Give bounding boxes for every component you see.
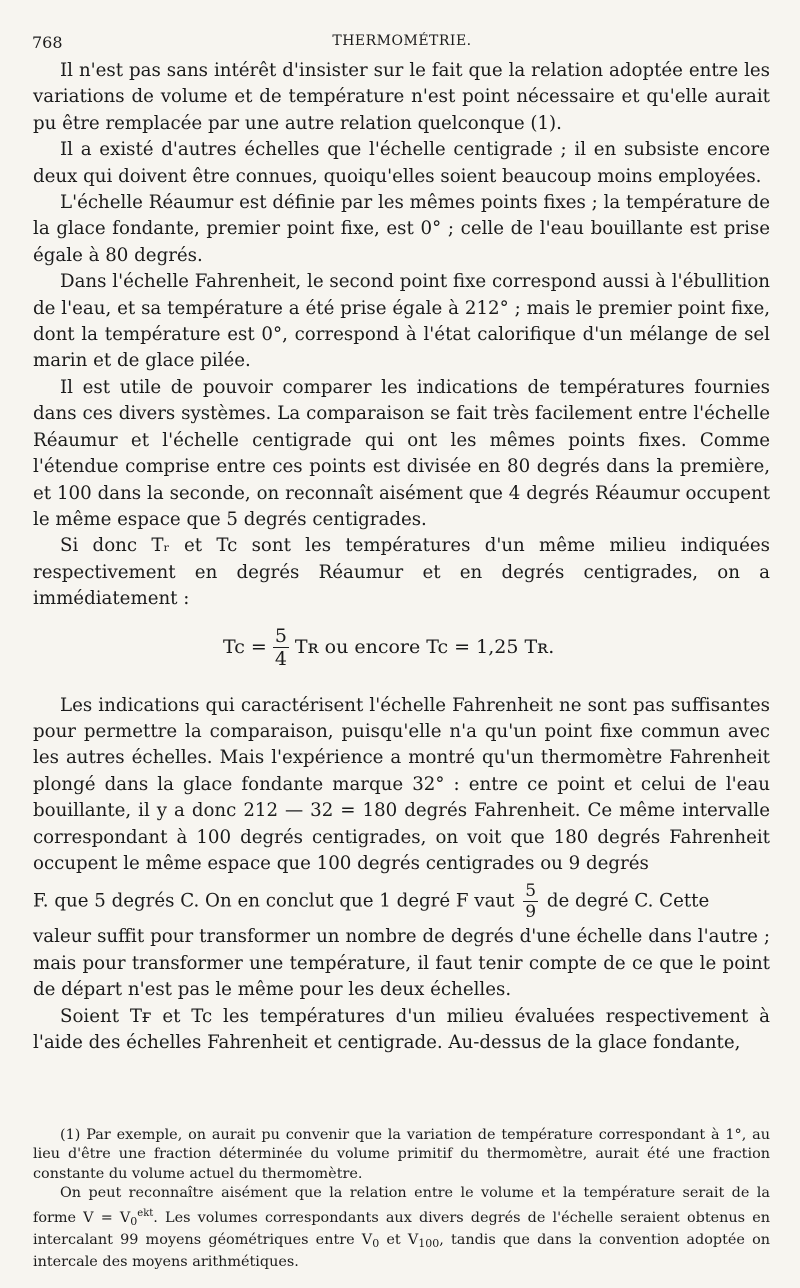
equation-lhs: Tc = [223,635,267,658]
footnote-2-sub-2: 100 [418,1236,440,1250]
footnote-2-sub-0: 0 [130,1214,138,1228]
fraction-line-before: F. que 5 degrés C. On en conclut que 1 degré F vaut [33,890,515,912]
footnote-2-part-d: , tandis que dans la convention adoptée on intercale des moyens arithmétiques. [33,1231,770,1271]
footnotes [33,1126,770,1273]
equation-rhs: Tʀ ou encore Tc = 1,25 Tʀ. [294,635,555,658]
paragraph-3: L'échelle Réaumur est définie par les mêmes points fixes ; la température de la glace fondante, premier point fixe, est 0° ; celle de l'eau bouillante est prise égale à 80 degrés. [33,192,770,266]
paragraph-6: Si donc Tᵣ et Tc sont les températures d'un même milieu indiquées respectivement en degrés Réaumur et en degrés centigrades, on a immédiatement : [33,535,770,610]
footnote-2 [33,1184,770,1272]
page-number: 768 [32,33,63,52]
equation-reaumur-centigrade [33,617,770,687]
fraction-line-after: de degré C. Cette [546,890,710,912]
paragraph-8: Soient Tғ et Tc les températures d'un milieu évaluées respectivement à l'aide des échelles Fahrenheit et centigrade. Au-dessus de la glace fondante, [33,1005,770,1053]
paragraph-2: Il a existé d'autres échelles que l'échelle centigrade ; il en subsiste encore deux qui doivent être connues, quoiqu'elles soient beaucoup moins employées. [33,139,770,187]
body-text [33,58,770,1056]
running-title: THERMOMÉTRIE. [332,33,472,49]
equation-numerator: 5 [274,624,287,647]
inline-fraction-denominator: 9 [525,902,537,923]
paragraph-7-end: valeur suffit pour transformer un nombre de degrés d'une échelle dans l'autre ; mais pour transformer une température, il faut tenir compte de ce que le point de départ n'est pas le même pour les deux échelles. [33,926,770,1001]
inline-fraction-numerator: 5 [525,881,537,902]
inline-fraction [523,881,538,922]
footnote-1: (1) Par exemple, on aurait pu convenir que la variation de température correspondant à 1°, au lieu d'être une fraction déterminée du volume primitif du thermomètre, aurait été une fraction constante du volume actuel du thermomètre. [33,1127,770,1182]
footnote-2-exponent: ekt [137,1207,154,1219]
paragraph-1: Il n'est pas sans intérêt d'insister sur le fait que la relation adoptée entre les variations de volume et de température n'est point nécessaire et qu'elle aurait pu être remplacée par une autre relation quelconque (1). [33,60,770,134]
footnote-2-part-c: et V [379,1231,419,1248]
paragraph-5: Il est utile de pouvoir comparer les indications de températures fournies dans ces divers systèmes. La comparaison se fait très facilement entre l'échelle Réaumur et l'échelle centigrade qui ont les mêmes points fixes. Comme l'étendue comprise entre ces points est divisée en 80 degrés dans la première, et 100 dans la seconde, on reconnaît aisément que 4 degrés Réaumur occupent le même espace que 5 degrés centigrades. [33,376,770,530]
equation-fraction [273,625,289,670]
paragraph-7: Les indications qui caractérisent l'échelle Fahrenheit ne sont pas suffisantes pour permettre la comparaison, puisqu'elle n'a qu'un point fixe commun avec les autres échelles. Mais l'expérience a montré qu'un thermomètre Fahrenheit plongé dans la glace fondante marque 32° : entre ce point et celui de l'eau bouillante, il y a donc 212 — 32 = 180 degrés Fahrenheit. Ce même intervalle correspondant à 100 degrés centigrades, on voit que 180 degrés Fahrenheit occupent le même espace que 100 degrés centigrades ou 9 degrés [33,694,770,874]
equation-denominator: 4 [274,647,287,670]
page-header [32,33,772,57]
fraction-line [33,881,770,922]
footnote-2-part-b: . Les volumes correspondants aux divers degrés de l'échelle seraient obtenus en intercalant 99 moyens géométriques entre V [33,1209,770,1248]
footnote-2-part-a: On peut reconnaître aisément que la relation entre le volume et la température serait de la forme V = V [33,1185,770,1226]
paragraph-4: Dans l'échelle Fahrenheit, le second point fixe correspond aussi à l'ébullition de l'eau, et sa température a été prise égale à 212° ; mais le premier point fixe, dont la température est 0°, correspond à l'état calorifique d'un mélange de sel marin et de glace pilée. [33,271,770,372]
footnote-2-sub-1: 0 [372,1236,380,1250]
